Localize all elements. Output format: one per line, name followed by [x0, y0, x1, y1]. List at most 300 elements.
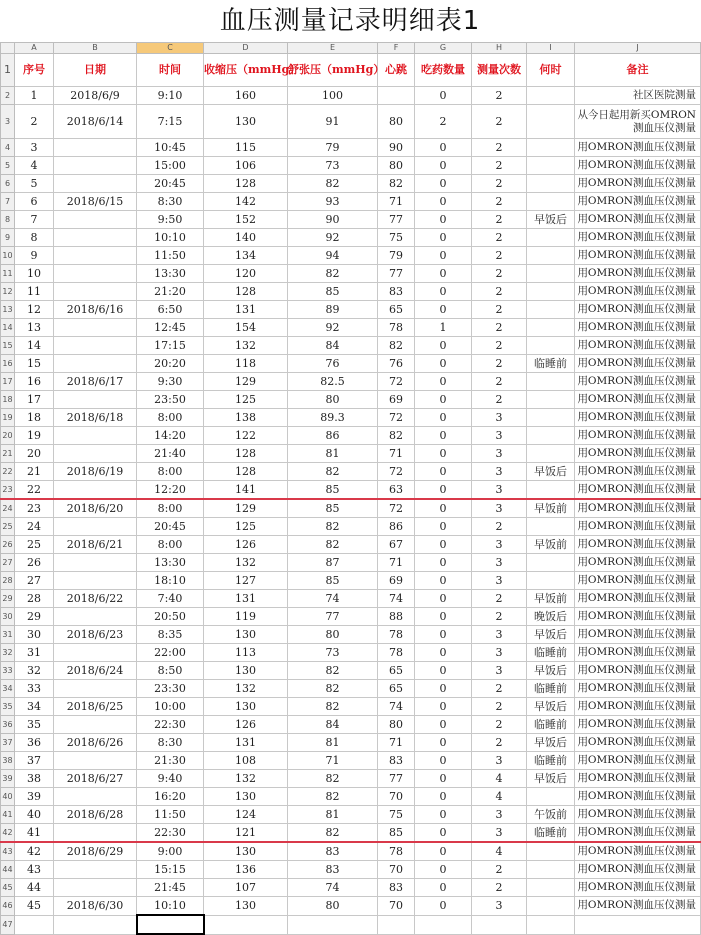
row-number[interactable]: 7: [1, 193, 15, 211]
cell-systolic[interactable]: 125: [204, 391, 288, 409]
cell-seq[interactable]: 10: [15, 265, 54, 283]
cell-date[interactable]: 2018/6/14: [54, 105, 137, 139]
cell-time[interactable]: 15:00: [137, 157, 204, 175]
row-number[interactable]: 9: [1, 229, 15, 247]
cell-pill-count[interactable]: 0: [415, 626, 472, 644]
cell-date[interactable]: [54, 211, 137, 229]
cell-systolic[interactable]: 132: [204, 337, 288, 355]
active-cell[interactable]: [137, 915, 204, 934]
row-number[interactable]: 16: [1, 355, 15, 373]
cell-time[interactable]: 13:30: [137, 554, 204, 572]
cell-systolic[interactable]: 124: [204, 806, 288, 824]
row-number[interactable]: 36: [1, 716, 15, 734]
cell-diastolic[interactable]: 74: [288, 590, 378, 608]
cell-time[interactable]: 21:40: [137, 445, 204, 463]
cell-heartbeat[interactable]: 69: [378, 391, 415, 409]
cell-diastolic[interactable]: 76: [288, 355, 378, 373]
header-measure-count[interactable]: 测量次数: [472, 54, 527, 87]
cell-seq[interactable]: 25: [15, 536, 54, 554]
cell-time[interactable]: 11:50: [137, 806, 204, 824]
cell-seq[interactable]: 18: [15, 409, 54, 427]
cell-date[interactable]: 2018/6/22: [54, 590, 137, 608]
cell-measure-count[interactable]: 2: [472, 87, 527, 105]
cell-seq[interactable]: 24: [15, 518, 54, 536]
row-number[interactable]: 6: [1, 175, 15, 193]
cell-diastolic[interactable]: 82: [288, 463, 378, 481]
cell-heartbeat[interactable]: 70: [378, 788, 415, 806]
cell-systolic[interactable]: 131: [204, 590, 288, 608]
cell-measure-count[interactable]: 3: [472, 897, 527, 916]
cell-date[interactable]: [54, 283, 137, 301]
cell-time[interactable]: 17:15: [137, 337, 204, 355]
cell-time[interactable]: 8:30: [137, 734, 204, 752]
cell-when[interactable]: 晚饭后: [527, 608, 575, 626]
cell-diastolic[interactable]: 80: [288, 391, 378, 409]
cell-when[interactable]: 临睡前: [527, 644, 575, 662]
cell-date[interactable]: 2018/6/17: [54, 373, 137, 391]
cell-systolic[interactable]: 126: [204, 536, 288, 554]
cell-diastolic[interactable]: 80: [288, 626, 378, 644]
cell-notes[interactable]: 用OMRON测血压仪测量: [575, 445, 701, 463]
cell-seq[interactable]: 16: [15, 373, 54, 391]
cell-time[interactable]: 12:45: [137, 319, 204, 337]
cell-time[interactable]: 7:40: [137, 590, 204, 608]
cell-pill-count[interactable]: 0: [415, 879, 472, 897]
cell-diastolic[interactable]: 82: [288, 265, 378, 283]
cell-when[interactable]: 早饭后: [527, 626, 575, 644]
cell-date[interactable]: [54, 319, 137, 337]
cell-pill-count[interactable]: 0: [415, 861, 472, 879]
cell-seq[interactable]: 37: [15, 752, 54, 770]
cell-date[interactable]: [54, 229, 137, 247]
cell-when[interactable]: 早饭前: [527, 499, 575, 518]
cell-diastolic[interactable]: 81: [288, 734, 378, 752]
cell-date[interactable]: 2018/6/23: [54, 626, 137, 644]
cell-pill-count[interactable]: 0: [415, 716, 472, 734]
cell-diastolic[interactable]: 100: [288, 87, 378, 105]
cell-diastolic[interactable]: 82: [288, 175, 378, 193]
cell-time[interactable]: 20:20: [137, 355, 204, 373]
cell-seq[interactable]: 20: [15, 445, 54, 463]
cell-systolic[interactable]: 128: [204, 445, 288, 463]
cell-date[interactable]: [54, 824, 137, 843]
cell-measure-count[interactable]: 2: [472, 229, 527, 247]
cell-seq[interactable]: 22: [15, 481, 54, 500]
cell-notes[interactable]: 用OMRON测血压仪测量: [575, 698, 701, 716]
cell-date[interactable]: 2018/6/19: [54, 463, 137, 481]
cell-date[interactable]: [54, 644, 137, 662]
empty-cell[interactable]: [527, 915, 575, 934]
cell-heartbeat[interactable]: 71: [378, 193, 415, 211]
cell-heartbeat[interactable]: 72: [378, 463, 415, 481]
cell-pill-count[interactable]: 0: [415, 590, 472, 608]
row-number[interactable]: 23: [1, 481, 15, 500]
cell-pill-count[interactable]: 0: [415, 734, 472, 752]
cell-heartbeat[interactable]: 82: [378, 337, 415, 355]
cell-date[interactable]: [54, 265, 137, 283]
cell-pill-count[interactable]: 0: [415, 175, 472, 193]
column-header-d[interactable]: D: [204, 43, 288, 54]
cell-seq[interactable]: 8: [15, 229, 54, 247]
row-number[interactable]: 37: [1, 734, 15, 752]
cell-measure-count[interactable]: 3: [472, 554, 527, 572]
cell-seq[interactable]: 32: [15, 662, 54, 680]
cell-when[interactable]: [527, 409, 575, 427]
cell-heartbeat[interactable]: 77: [378, 770, 415, 788]
cell-seq[interactable]: 12: [15, 301, 54, 319]
cell-diastolic[interactable]: 77: [288, 608, 378, 626]
cell-date[interactable]: [54, 391, 137, 409]
cell-heartbeat[interactable]: 69: [378, 572, 415, 590]
cell-notes[interactable]: 社区医院测量: [575, 87, 701, 105]
cell-systolic[interactable]: 131: [204, 301, 288, 319]
cell-when[interactable]: 临睡前: [527, 355, 575, 373]
cell-date[interactable]: 2018/6/16: [54, 301, 137, 319]
cell-systolic[interactable]: 132: [204, 680, 288, 698]
cell-heartbeat[interactable]: 82: [378, 427, 415, 445]
cell-time[interactable]: 21:30: [137, 752, 204, 770]
cell-date[interactable]: [54, 445, 137, 463]
cell-diastolic[interactable]: 92: [288, 229, 378, 247]
cell-measure-count[interactable]: 2: [472, 193, 527, 211]
cell-date[interactable]: 2018/6/27: [54, 770, 137, 788]
cell-heartbeat[interactable]: 70: [378, 861, 415, 879]
cell-notes[interactable]: 用OMRON测血压仪测量: [575, 211, 701, 229]
cell-systolic[interactable]: 131: [204, 734, 288, 752]
cell-heartbeat[interactable]: 75: [378, 806, 415, 824]
cell-measure-count[interactable]: 2: [472, 301, 527, 319]
cell-seq[interactable]: 4: [15, 157, 54, 175]
cell-when[interactable]: [527, 879, 575, 897]
cell-notes[interactable]: 用OMRON测血压仪测量: [575, 409, 701, 427]
cell-when[interactable]: [527, 445, 575, 463]
cell-date[interactable]: [54, 157, 137, 175]
cell-measure-count[interactable]: 2: [472, 337, 527, 355]
cell-date[interactable]: 2018/6/29: [54, 842, 137, 861]
cell-measure-count[interactable]: 3: [472, 662, 527, 680]
empty-cell[interactable]: [54, 915, 137, 934]
cell-measure-count[interactable]: 3: [472, 499, 527, 518]
cell-notes[interactable]: 用OMRON测血压仪测量: [575, 554, 701, 572]
cell-notes[interactable]: 用OMRON测血压仪测量: [575, 662, 701, 680]
cell-pill-count[interactable]: 0: [415, 698, 472, 716]
cell-heartbeat[interactable]: 80: [378, 105, 415, 139]
empty-cell[interactable]: [204, 915, 288, 934]
cell-pill-count[interactable]: 0: [415, 301, 472, 319]
row-number[interactable]: 15: [1, 337, 15, 355]
cell-heartbeat[interactable]: 86: [378, 518, 415, 536]
row-number[interactable]: 10: [1, 247, 15, 265]
cell-notes[interactable]: 用OMRON测血压仪测量: [575, 193, 701, 211]
cell-heartbeat[interactable]: 63: [378, 481, 415, 500]
cell-when[interactable]: [527, 518, 575, 536]
cell-when[interactable]: [527, 139, 575, 157]
cell-date[interactable]: [54, 752, 137, 770]
cell-measure-count[interactable]: 2: [472, 247, 527, 265]
cell-pill-count[interactable]: 0: [415, 211, 472, 229]
cell-seq[interactable]: 42: [15, 842, 54, 861]
cell-notes[interactable]: 用OMRON测血压仪测量: [575, 861, 701, 879]
cell-time[interactable]: 10:10: [137, 897, 204, 916]
cell-notes[interactable]: 用OMRON测血压仪测量: [575, 536, 701, 554]
cell-pill-count[interactable]: 0: [415, 499, 472, 518]
cell-pill-count[interactable]: 0: [415, 283, 472, 301]
cell-pill-count[interactable]: 0: [415, 662, 472, 680]
cell-date[interactable]: 2018/6/21: [54, 536, 137, 554]
cell-systolic[interactable]: 138: [204, 409, 288, 427]
cell-heartbeat[interactable]: 78: [378, 842, 415, 861]
header-heartbeat[interactable]: 心跳: [378, 54, 415, 87]
cell-date[interactable]: [54, 355, 137, 373]
cell-pill-count[interactable]: 0: [415, 337, 472, 355]
cell-systolic[interactable]: 130: [204, 897, 288, 916]
column-header-c[interactable]: C: [137, 43, 204, 54]
cell-systolic[interactable]: 141: [204, 481, 288, 500]
row-number[interactable]: 35: [1, 698, 15, 716]
cell-diastolic[interactable]: 84: [288, 716, 378, 734]
cell-pill-count[interactable]: 0: [415, 409, 472, 427]
cell-when[interactable]: [527, 193, 575, 211]
cell-heartbeat[interactable]: [378, 87, 415, 105]
cell-systolic[interactable]: 152: [204, 211, 288, 229]
cell-when[interactable]: 临睡前: [527, 680, 575, 698]
cell-systolic[interactable]: 142: [204, 193, 288, 211]
cell-pill-count[interactable]: 0: [415, 824, 472, 843]
cell-time[interactable]: 20:45: [137, 175, 204, 193]
cell-time[interactable]: 8:50: [137, 662, 204, 680]
row-number[interactable]: 30: [1, 608, 15, 626]
cell-when[interactable]: 早饭后: [527, 734, 575, 752]
cell-seq[interactable]: 43: [15, 861, 54, 879]
cell-heartbeat[interactable]: 83: [378, 283, 415, 301]
cell-measure-count[interactable]: 2: [472, 680, 527, 698]
cell-seq[interactable]: 29: [15, 608, 54, 626]
row-number[interactable]: 43: [1, 842, 15, 861]
cell-date[interactable]: 2018/6/28: [54, 806, 137, 824]
cell-diastolic[interactable]: 85: [288, 499, 378, 518]
cell-seq[interactable]: 39: [15, 788, 54, 806]
cell-notes[interactable]: 用OMRON测血压仪测量: [575, 770, 701, 788]
cell-time[interactable]: 23:30: [137, 680, 204, 698]
cell-pill-count[interactable]: 0: [415, 481, 472, 500]
cell-heartbeat[interactable]: 70: [378, 897, 415, 916]
cell-when[interactable]: [527, 319, 575, 337]
column-header-f[interactable]: F: [378, 43, 415, 54]
cell-systolic[interactable]: 130: [204, 788, 288, 806]
cell-measure-count[interactable]: 4: [472, 842, 527, 861]
cell-when[interactable]: [527, 265, 575, 283]
cell-seq[interactable]: 34: [15, 698, 54, 716]
cell-when[interactable]: [527, 283, 575, 301]
cell-measure-count[interactable]: 2: [472, 518, 527, 536]
cell-notes[interactable]: 用OMRON测血压仪测量: [575, 175, 701, 193]
cell-heartbeat[interactable]: 65: [378, 662, 415, 680]
cell-measure-count[interactable]: 2: [472, 319, 527, 337]
cell-systolic[interactable]: 120: [204, 265, 288, 283]
cell-date[interactable]: [54, 572, 137, 590]
cell-when[interactable]: 早饭后: [527, 698, 575, 716]
column-header-h[interactable]: H: [472, 43, 527, 54]
cell-heartbeat[interactable]: 72: [378, 409, 415, 427]
cell-notes[interactable]: 用OMRON测血压仪测量: [575, 824, 701, 843]
cell-systolic[interactable]: 115: [204, 139, 288, 157]
cell-seq[interactable]: 5: [15, 175, 54, 193]
cell-measure-count[interactable]: 2: [472, 211, 527, 229]
cell-seq[interactable]: 19: [15, 427, 54, 445]
cell-measure-count[interactable]: 2: [472, 590, 527, 608]
cell-diastolic[interactable]: 71: [288, 752, 378, 770]
cell-systolic[interactable]: 127: [204, 572, 288, 590]
empty-cell[interactable]: [575, 915, 701, 934]
cell-heartbeat[interactable]: 78: [378, 644, 415, 662]
cell-notes[interactable]: 用OMRON测血压仪测量: [575, 518, 701, 536]
cell-heartbeat[interactable]: 77: [378, 265, 415, 283]
empty-cell[interactable]: [15, 915, 54, 934]
cell-measure-count[interactable]: 2: [472, 157, 527, 175]
row-number[interactable]: 8: [1, 211, 15, 229]
cell-systolic[interactable]: 121: [204, 824, 288, 843]
cell-time[interactable]: 22:30: [137, 824, 204, 843]
cell-time[interactable]: 9:30: [137, 373, 204, 391]
row-number[interactable]: 27: [1, 554, 15, 572]
cell-time[interactable]: 8:00: [137, 463, 204, 481]
cell-when[interactable]: [527, 373, 575, 391]
row-number[interactable]: 39: [1, 770, 15, 788]
cell-measure-count[interactable]: 2: [472, 373, 527, 391]
cell-date[interactable]: [54, 175, 137, 193]
cell-time[interactable]: 16:20: [137, 788, 204, 806]
cell-pill-count[interactable]: 0: [415, 193, 472, 211]
cell-pill-count[interactable]: 2: [415, 105, 472, 139]
cell-notes[interactable]: 用OMRON测血压仪测量: [575, 319, 701, 337]
cell-notes[interactable]: 从今日起用新买OMRON测血压仪测量: [575, 105, 701, 139]
cell-diastolic[interactable]: 85: [288, 283, 378, 301]
cell-diastolic[interactable]: 94: [288, 247, 378, 265]
cell-date[interactable]: 2018/6/30: [54, 897, 137, 916]
cell-measure-count[interactable]: 3: [472, 536, 527, 554]
cell-seq[interactable]: 14: [15, 337, 54, 355]
header-diastolic[interactable]: 舒张压（mmHg）: [288, 54, 378, 87]
cell-measure-count[interactable]: 2: [472, 608, 527, 626]
cell-time[interactable]: 12:20: [137, 481, 204, 500]
cell-pill-count[interactable]: 0: [415, 554, 472, 572]
cell-diastolic[interactable]: 91: [288, 105, 378, 139]
cell-notes[interactable]: 用OMRON测血压仪测量: [575, 391, 701, 409]
row-number[interactable]: 40: [1, 788, 15, 806]
cell-pill-count[interactable]: 1: [415, 319, 472, 337]
cell-time[interactable]: 9:50: [137, 211, 204, 229]
cell-date[interactable]: 2018/6/20: [54, 499, 137, 518]
header-date[interactable]: 日期: [54, 54, 137, 87]
cell-when[interactable]: [527, 554, 575, 572]
cell-time[interactable]: 22:00: [137, 644, 204, 662]
cell-heartbeat[interactable]: 71: [378, 445, 415, 463]
cell-diastolic[interactable]: 82: [288, 824, 378, 843]
cell-pill-count[interactable]: 0: [415, 518, 472, 536]
row-number[interactable]: 45: [1, 879, 15, 897]
cell-systolic[interactable]: 128: [204, 283, 288, 301]
cell-heartbeat[interactable]: 78: [378, 319, 415, 337]
row-number[interactable]: 46: [1, 897, 15, 916]
cell-date[interactable]: [54, 861, 137, 879]
cell-systolic[interactable]: 128: [204, 463, 288, 481]
cell-seq[interactable]: 40: [15, 806, 54, 824]
cell-when[interactable]: [527, 572, 575, 590]
cell-pill-count[interactable]: 0: [415, 608, 472, 626]
cell-diastolic[interactable]: 82: [288, 662, 378, 680]
cell-pill-count[interactable]: 0: [415, 572, 472, 590]
cell-measure-count[interactable]: 2: [472, 355, 527, 373]
cell-notes[interactable]: 用OMRON测血压仪测量: [575, 265, 701, 283]
row-number[interactable]: 14: [1, 319, 15, 337]
cell-when[interactable]: [527, 391, 575, 409]
cell-measure-count[interactable]: 2: [472, 861, 527, 879]
cell-pill-count[interactable]: 0: [415, 842, 472, 861]
cell-systolic[interactable]: 132: [204, 770, 288, 788]
cell-time[interactable]: 9:40: [137, 770, 204, 788]
row-number[interactable]: 25: [1, 518, 15, 536]
cell-time[interactable]: 23:50: [137, 391, 204, 409]
row-number[interactable]: 3: [1, 105, 15, 139]
cell-time[interactable]: 13:30: [137, 265, 204, 283]
cell-heartbeat[interactable]: 65: [378, 680, 415, 698]
row-number[interactable]: 34: [1, 680, 15, 698]
row-number[interactable]: 13: [1, 301, 15, 319]
cell-notes[interactable]: 用OMRON测血压仪测量: [575, 752, 701, 770]
cell-diastolic[interactable]: 82: [288, 680, 378, 698]
cell-systolic[interactable]: 134: [204, 247, 288, 265]
cell-measure-count[interactable]: 2: [472, 105, 527, 139]
cell-diastolic[interactable]: 80: [288, 897, 378, 916]
cell-pill-count[interactable]: 0: [415, 373, 472, 391]
cell-time[interactable]: 10:45: [137, 139, 204, 157]
cell-systolic[interactable]: 136: [204, 861, 288, 879]
cell-when[interactable]: 早饭后: [527, 211, 575, 229]
cell-diastolic[interactable]: 82: [288, 770, 378, 788]
cell-diastolic[interactable]: 81: [288, 445, 378, 463]
header-seq[interactable]: 序号: [15, 54, 54, 87]
cell-time[interactable]: 10:00: [137, 698, 204, 716]
cell-notes[interactable]: 用OMRON测血压仪测量: [575, 644, 701, 662]
cell-measure-count[interactable]: 2: [472, 139, 527, 157]
cell-diastolic[interactable]: 82.5: [288, 373, 378, 391]
cell-pill-count[interactable]: 0: [415, 157, 472, 175]
cell-pill-count[interactable]: 0: [415, 752, 472, 770]
cell-systolic[interactable]: 129: [204, 373, 288, 391]
row-number[interactable]: 28: [1, 572, 15, 590]
cell-heartbeat[interactable]: 79: [378, 247, 415, 265]
cell-pill-count[interactable]: 0: [415, 644, 472, 662]
cell-time[interactable]: 8:30: [137, 193, 204, 211]
cell-when[interactable]: [527, 897, 575, 916]
cell-notes[interactable]: 用OMRON测血压仪测量: [575, 481, 701, 500]
cell-notes[interactable]: 用OMRON测血压仪测量: [575, 229, 701, 247]
cell-pill-count[interactable]: 0: [415, 463, 472, 481]
header-notes[interactable]: 备注: [575, 54, 701, 87]
cell-seq[interactable]: 13: [15, 319, 54, 337]
cell-when[interactable]: 早饭后: [527, 770, 575, 788]
row-number[interactable]: 42: [1, 824, 15, 843]
cell-date[interactable]: [54, 427, 137, 445]
cell-heartbeat[interactable]: 90: [378, 139, 415, 157]
cell-pill-count[interactable]: 0: [415, 680, 472, 698]
cell-pill-count[interactable]: 0: [415, 897, 472, 916]
cell-heartbeat[interactable]: 71: [378, 554, 415, 572]
cell-diastolic[interactable]: 74: [288, 879, 378, 897]
cell-notes[interactable]: 用OMRON测血压仪测量: [575, 897, 701, 916]
cell-notes[interactable]: 用OMRON测血压仪测量: [575, 842, 701, 861]
cell-when[interactable]: 临睡前: [527, 752, 575, 770]
